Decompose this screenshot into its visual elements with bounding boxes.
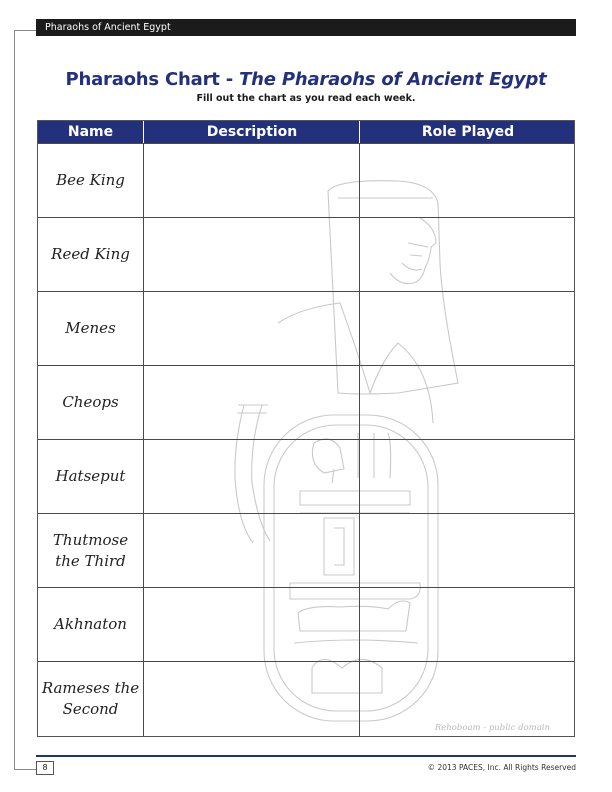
pharaoh-name-cell: Thutmose the Third [52,530,129,570]
pharaoh-name-cell: Hatseput [55,467,126,485]
column-header-role: Role Played [359,121,576,143]
page-title [0,69,612,91]
image-credit: Rehoboam - public domain [434,723,550,733]
table-row [38,587,574,661]
column-header-description: Description [143,121,360,143]
table-row [38,291,574,365]
description-cell[interactable] [143,218,359,291]
table-row [38,217,574,291]
running-header [36,19,576,36]
description-cell[interactable] [143,514,359,587]
description-cell[interactable] [143,440,359,513]
footer-rule [36,755,576,757]
pharaoh-name-cell: Cheops [62,393,119,411]
table-row [38,513,574,587]
pharaohs-chart [37,120,575,737]
pharaoh-name-cell: Reed King [51,245,130,263]
description-cell[interactable] [143,144,359,217]
column-header-name: Name [67,124,114,140]
role-played-cell[interactable] [359,366,575,439]
description-cell[interactable] [143,366,359,439]
table-row [38,365,574,439]
margin-bracket [14,30,36,770]
page-title-main: Pharaohs Chart - [65,69,240,90]
page-number: 8 [36,761,54,775]
pharaoh-name-cell: Menes [65,319,116,337]
role-played-cell[interactable] [359,514,575,587]
description-cell[interactable] [143,662,359,736]
chart-header-row [38,121,574,143]
role-played-cell[interactable] [359,440,575,513]
pharaoh-name-cell: Akhnaton [54,615,127,633]
description-cell[interactable] [143,292,359,365]
description-cell[interactable] [143,588,359,661]
role-played-cell[interactable] [359,144,575,217]
pharaoh-name-cell: Rameses the Second [41,679,140,718]
table-row [38,439,574,513]
table-row [38,143,574,217]
role-played-cell[interactable] [359,588,575,661]
role-played-cell[interactable] [359,218,575,291]
running-header-title: Pharaohs of Ancient Egypt [45,22,171,33]
role-played-cell[interactable] [359,292,575,365]
instructions: Fill out the chart as you read each week. [196,93,416,104]
pharaoh-name-cell: Bee King [56,171,125,189]
page-title-italic: The Pharaohs of Ancient Egypt [239,69,547,90]
copyright-notice: © 2013 PACES, Inc. All Rights Reserved [427,763,576,772]
